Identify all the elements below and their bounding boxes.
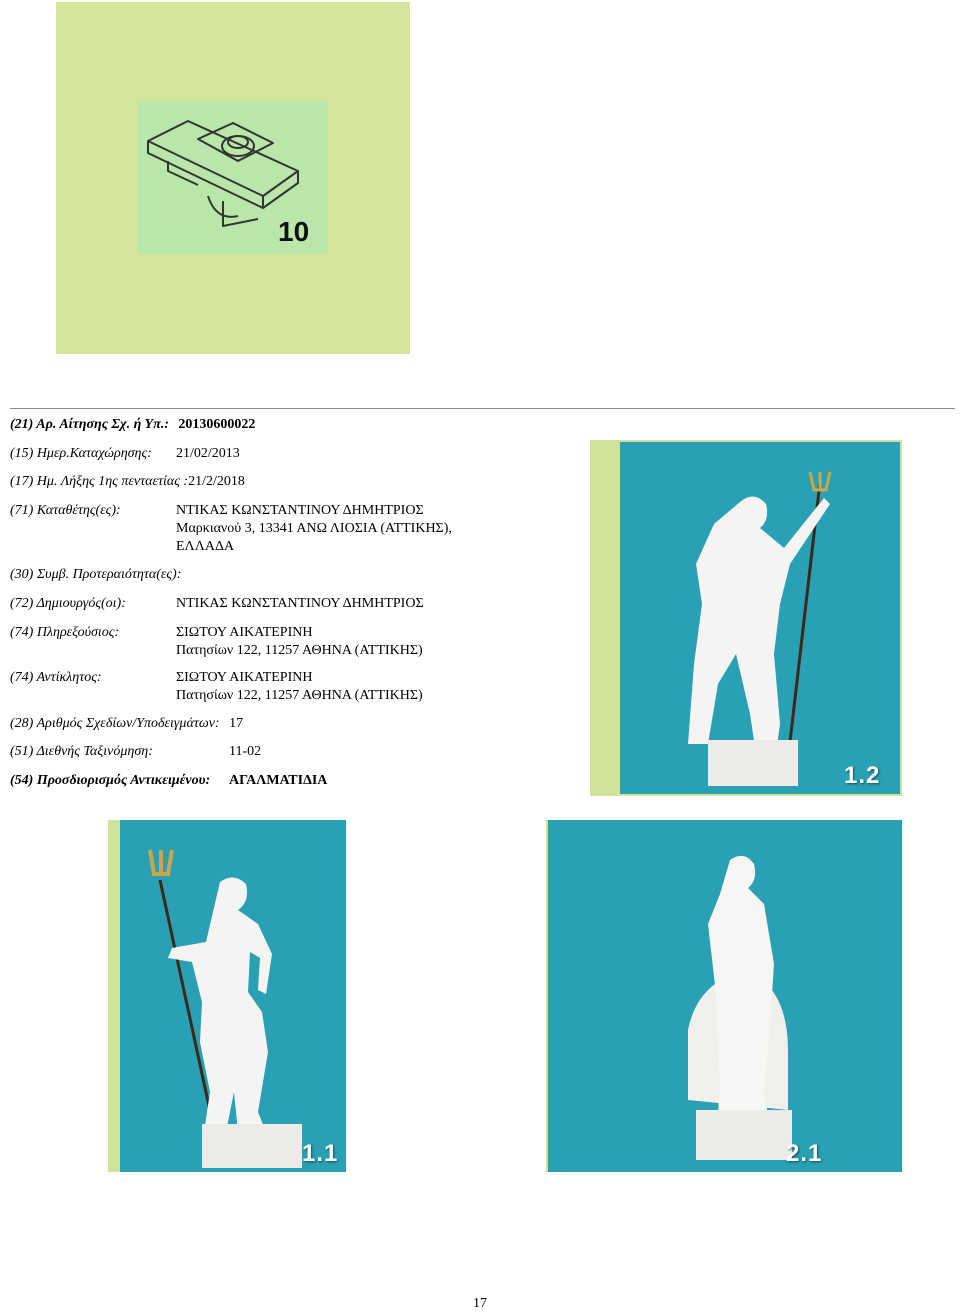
attorney-line-1: ΣΙΩΤΟΥ ΑΙΚΑΤΕΡΙΝΗ <box>176 625 313 640</box>
figure-number: 10 <box>278 216 310 247</box>
applicant-line-3: ΕΛΛΑΔΑ <box>176 539 235 554</box>
attorney-line-2: Πατησίων 122, 11257 ΑΘΗΝΑ (ΑΤΤΙΚΗΣ) <box>176 643 423 658</box>
photo-label-1-1: 1.1 <box>302 1140 339 1167</box>
priority-label: (30) Συμβ. Προτεραιότητα(ες): <box>10 567 182 582</box>
separator-line <box>10 408 955 409</box>
representative-label: (74) Αντίκλητος: <box>10 670 102 685</box>
expiry-label: (17) Ημ. Λήξης 1ης πενταετίας : <box>10 474 189 489</box>
statue-photo-1-2 <box>620 442 900 794</box>
statue-trident-back-icon <box>620 442 900 794</box>
photo-label-1-2: 1.2 <box>844 762 881 789</box>
filing-date-value: 21/02/2013 <box>176 446 240 461</box>
statue-athena-shield-icon <box>548 820 902 1172</box>
classification-value: 11-02 <box>229 744 262 759</box>
designer-value: ΝΤΙΚΑΣ ΚΩΝΣΤΑΝΤΙΝΟΥ ΔΗΜΗΤΡΙΟΣ <box>176 596 424 611</box>
application-number-row <box>10 417 255 433</box>
statue-poseidon-icon <box>120 820 346 1172</box>
photo-frame-2-1 <box>546 820 902 1172</box>
applicant-label: (71) Καταθέτης(ες): <box>10 503 121 518</box>
photo-frame-1-1 <box>108 820 346 1172</box>
application-number-label: (21) Αρ. Αίτησης Σχ. ή Υπ.: <box>10 417 169 432</box>
designs-count-row <box>10 716 243 732</box>
applicant-line-2: Μαρκιανού 3, 13341 ΑΝΩ ΛΙΟΣΙΑ (ΑΤΤΙΚΗΣ), <box>176 521 452 536</box>
filing-date-label: (15) Ημερ.Καταχώρησης: <box>10 446 152 461</box>
designer-label: (72) Δημιουργός(οι): <box>10 596 126 611</box>
expiry-value: 21/2/2018 <box>188 474 245 489</box>
photo-frame-1-2 <box>590 440 902 796</box>
applicant-line-1: ΝΤΙΚΑΣ ΚΩΝΣΤΑΝΤΙΝΟΥ ΔΗΜΗΤΡΙΟΣ <box>176 503 424 518</box>
statue-photo-2-1 <box>548 820 902 1172</box>
product-value: ΑΓΑΛΜΑΤΙΔΙΑ <box>229 773 328 788</box>
application-number-value: 20130600022 <box>178 417 256 432</box>
photo-label-2-1: 2.1 <box>786 1140 823 1167</box>
page-number: 17 <box>473 1296 487 1311</box>
product-label: (54) Προσδιορισμός Αντικειμένου: <box>10 773 211 788</box>
expiry-row <box>10 474 245 490</box>
classification-label: (51) Διεθνής Ταξινόμηση: <box>10 744 153 759</box>
bracket-drawing-icon <box>138 101 328 254</box>
designs-count-value: 17 <box>229 716 244 731</box>
representative-line-2: Πατησίων 122, 11257 ΑΘΗΝΑ (ΑΤΤΙΚΗΣ) <box>176 688 423 703</box>
representative-line-1: ΣΙΩΤΟΥ ΑΙΚΑΤΕΡΙΝΗ <box>176 670 313 685</box>
designs-count-label: (28) Αριθμός Σχεδίων/Υποδειγμάτων: <box>10 716 220 731</box>
technical-drawing <box>138 101 328 254</box>
attorney-label: (74) Πληρεξούσιος: <box>10 625 120 640</box>
statue-photo-1-1 <box>120 820 346 1172</box>
